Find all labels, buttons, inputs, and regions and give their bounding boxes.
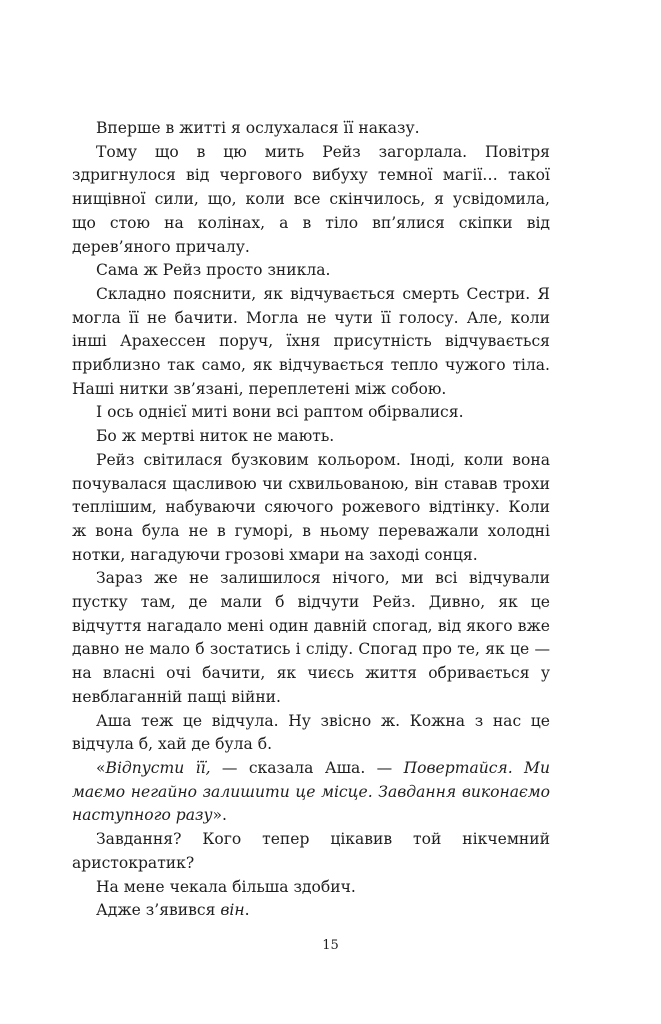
paragraph: На мене чекала більша здобич. <box>96 877 356 896</box>
paragraph: Аша теж це відчула. Ну звісно ж. Кожна з нас це відчула б, хай де була б. <box>72 711 550 754</box>
page-number: 15 <box>322 938 339 953</box>
paragraph: Адже з’явився він. <box>96 901 250 920</box>
paragraph: Зараз же не залишилося нічого, ми всі відчували пустку там, де мали б відчути Рейз. Дивно, як це відчуття нагадало мені один давній спогад, від якого вже давно не мало б зостатись і сліду. Спогад про те, як це — на власні очі бачити, як чиєсь життя обривається у невблаганній пащі війни. <box>72 569 550 706</box>
book-page-text <box>72 117 550 923</box>
paragraph: І ось однієї миті вони всі раптом обірвалися. <box>96 403 464 422</box>
paragraph: Вперше в житті я ослухалася її наказу. <box>96 119 420 137</box>
paragraph: Тому що в цю мить Рейз загорлала. Повітря здригнулося від чергового вибуху темної магії… такої нищівної сили, що, коли все скінчилось, я усвідомила, що стою на колінах, а в тіло вп’ялися скіпки від дерев’яного причалу. <box>72 142 550 256</box>
paragraph: Сама ж Рейз просто зникла. <box>96 261 331 280</box>
paragraph: Рейз світилася бузковим кольором. Іноді, коли вона почувалася щасливою чи схвильованою, він ставав трохи теплішим, набуваючи сяючого рожевого відтінку. Коли ж вона була не в гуморі, в ньому переважали холодні нотки, нагадуючи грозові хмари на заході сонця. <box>72 450 550 564</box>
paragraph: Складно пояснити, як відчувається смерть Сестри. Я могла її не бачити. Могла не чути її голосу. Але, коли інші Арахессен поруч, їхня присутність відчувається приблизно так само, як відчувається тепло чужого тіла. Наші нитки зв’язані, переплетені між собою. <box>72 284 550 398</box>
paragraph: Завдання? Кого тепер цікавив той нікчемний аристократик? <box>72 830 550 872</box>
paragraph-dialogue: «Відпусти її, — сказала Аша. — Повертайся. Ми маємо негайно залишити це місце. Завдання виконаємо наступного разу». <box>72 758 550 825</box>
paragraph: Бо ж мертві ниток не мають. <box>96 427 335 446</box>
